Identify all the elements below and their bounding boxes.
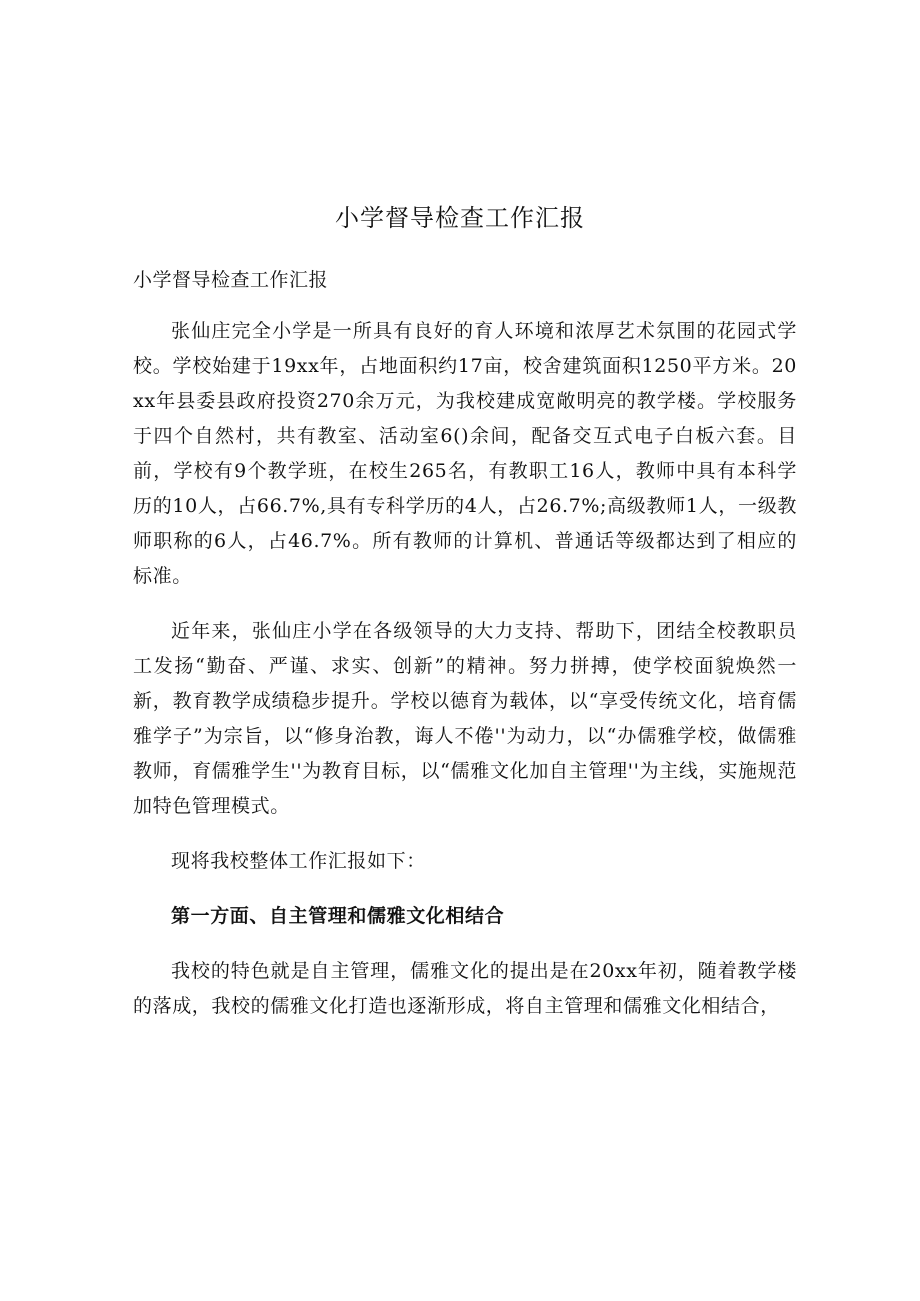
document-title: 小学督导检查工作汇报 [335,204,585,232]
document-body [133,314,797,1044]
paragraph-section-1: 我校的特色就是自主管理，儒雅文化的提出是在20xx年初，随着教学楼的落成，我校的儒雅文化打造也逐渐形成，将自主管理和儒雅文化相结合， [133,960,797,1017]
section-heading: 第一方面、自主管理和儒雅文化相结合 [171,905,505,927]
paragraph-report-lead: 现将我校整体工作汇报如下： [171,850,426,872]
paragraph-intro: 张仙庄完全小学是一所具有良好的育人环境和浓厚艺术氛围的花园式学校。学校始建于19xx年，占地面积约17亩，校舍建筑面积1250平方米。20xx年县委县政府投资270余万元，为我校建成宽敞明亮的教学楼。学校服务于四个自然村，共有教室、活动室6()余间，配备交互式电子白板六套。目前，学校有9个教学班，在校生265名，有教职工16人，教师中具有本科学历的10人，占66.7%,具有专科学历的4人，占26.7%;高级教师1人，一级教师职称的6人，占46.7%。所有教师的计算机、普通话等级都达到了相应的标准。 [133,320,797,587]
document-subtitle: 小学督导检查工作汇报 [133,269,329,291]
paragraph-recent-years: 近年来，张仙庄小学在各级领导的大力支持、帮助下，团结全校教职员工发扬“勤奋、严谨、求实、创新”的精神。努力拼搏，使学校面貌焕然一新，教育教学成绩稳步提升。学校以德育为载体，以“享受传统文化，培育儒雅学子”为宗旨，以“修身治教，诲人不倦''为动力，以“办儒雅学校，做儒雅教师，育儒雅学生''为教育目标，以“儒雅文化加自主管理''为主线，实施规范加特色管理模式。 [133,620,797,817]
